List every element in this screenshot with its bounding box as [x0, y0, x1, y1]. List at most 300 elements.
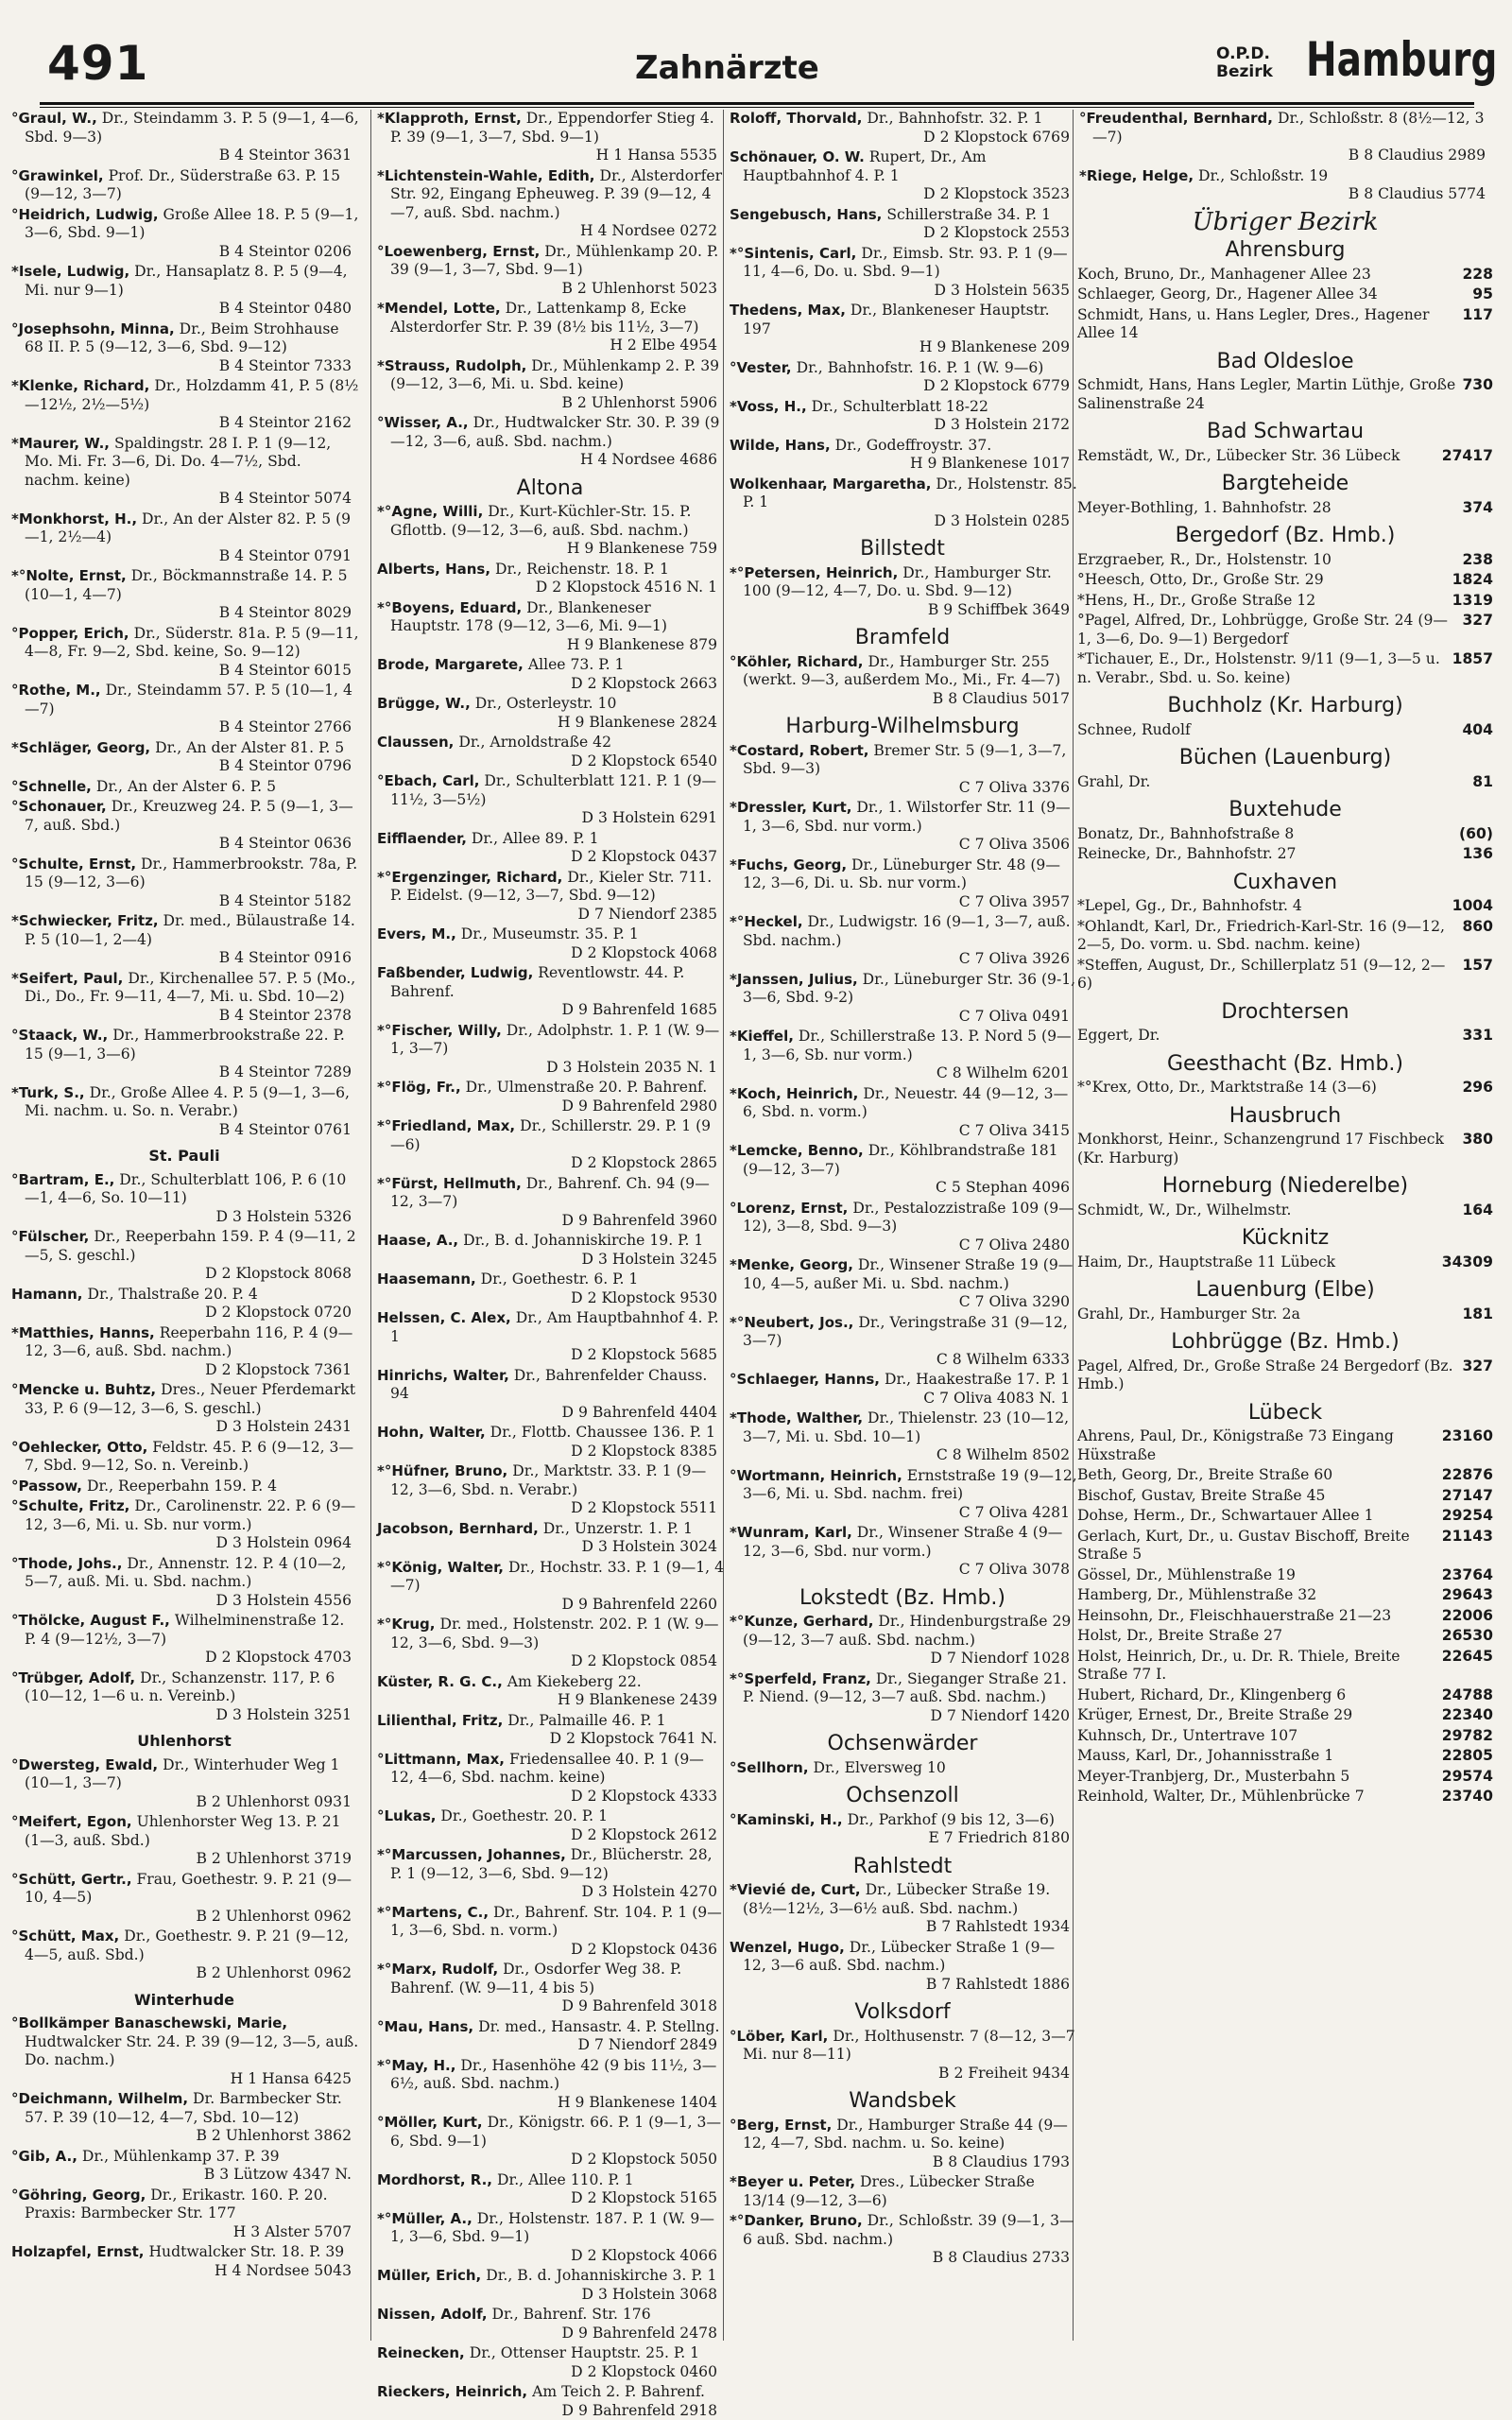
entry-address: Feldstr. 45. P. 6 (9—12, 3—7, Sbd. 9—12, So. n. Vereinb.)	[25, 1439, 353, 1475]
entry-address: Dr., Neuestr. 44 (9—12, 3—6, Sbd. n. vorm.)	[743, 1085, 1068, 1121]
dentist-entry	[1077, 167, 1493, 204]
dentist-row	[1077, 1747, 1493, 1766]
column-2	[375, 110, 725, 2350]
entry-name: *Matthies, Hanns,	[11, 1324, 155, 1341]
row-text: Haim, Dr., Hauptstraße 11 Lübeck	[1077, 1253, 1335, 1272]
entry-name: Mordhorst, R.,	[377, 2171, 492, 2188]
dentist-entry	[375, 869, 725, 925]
entry-address: Dr. Barmbecker Str. 57. P. 39 (10—12, 4—7, Sbd. 10—12)	[25, 2090, 342, 2126]
dentist-entry	[375, 925, 725, 962]
entry-phone: B 4 Steintor 0636	[25, 835, 359, 854]
row-text: *°Krex, Otto, Dr., Marktstraße 14 (3—6)	[1077, 1079, 1377, 1098]
row-text: *Ohlandt, Karl, Dr., Friedrich-Karl-Str. 16 (9—12, 2—5, Do. vorm. u. Sbd. nachm. keine)	[1077, 918, 1456, 955]
entry-address: Große Allee 18. P. 5 (9—1, 3—6, Sbd. 9—1)	[25, 206, 358, 242]
row-phone: 327	[1456, 612, 1493, 648]
entry-name: *°Petersen, Heinrich,	[730, 564, 898, 581]
entry-phone: C 7 Oliva 3290	[743, 1293, 1077, 1312]
page-title: Zahnärzte	[635, 49, 819, 87]
entry-phone: D 2 Klopstock 0436	[390, 1941, 725, 1960]
dentist-row	[1077, 266, 1493, 285]
entry-address: Dr., Ulmenstraße 20. P. Bahrenf.	[461, 1079, 708, 1096]
entry-address: Dr., Erikastr. 160. P. 20. Praxis: Barmbecker Str. 177	[25, 2187, 328, 2222]
entry-phone: D 3 Holstein 2172	[743, 416, 1077, 435]
row-phone: 22340	[1436, 1706, 1493, 1725]
entry-phone: B 2 Uhlenhorst 5023	[390, 280, 725, 299]
entry-address: Dr., Hamburger Str. 100 (9—12, 4—7, Do. u. Sbd. 9—12)	[743, 564, 1052, 600]
entry-name: Hamann,	[11, 1286, 82, 1303]
entry-address: Hudtwalcker Str. 24. P. 39 (9—12, 3—5, auß. Do. nachm.)	[25, 2033, 358, 2069]
row-text: Krüger, Ernest, Dr., Breite Straße 29	[1077, 1706, 1352, 1725]
entry-name: Reinecken,	[377, 2344, 465, 2361]
entry-name: °Lorenz, Ernst,	[730, 1200, 848, 1217]
dentist-entry	[375, 1616, 725, 1671]
entry-phone: B 4 Steintor 2162	[25, 414, 359, 433]
dentist-row	[1077, 447, 1493, 466]
dentist-row	[1077, 1253, 1493, 1272]
entry-address: Dr., Schulterblatt 121. P. 1 (9—11½, 3—5½)	[390, 772, 716, 808]
entry-name: °Möller, Kurt,	[377, 2114, 483, 2131]
dentist-row	[1077, 1788, 1493, 1806]
entry-address: Dr. med., Bülaustraße 14. P. 5 (10—1, 2—4)	[25, 912, 355, 948]
entry-address: Dr., Bahrenf. Str. 176	[488, 2306, 651, 2323]
entry-address: Dr., Winsener Straße 19 (9—10, 4—5, außer Mi. u. Sbd. nachm.)	[743, 1256, 1073, 1292]
entry-phone: D 3 Holstein 0285	[743, 512, 1077, 531]
dentist-entry	[728, 653, 1077, 709]
dentist-entry	[9, 110, 359, 165]
dentist-entry	[9, 798, 359, 854]
dentist-entry	[9, 1555, 359, 1611]
entry-name: Küster, R. G. C.,	[377, 1673, 503, 1690]
dentist-entry	[728, 1759, 1077, 1778]
entry-phone: D 2 Klopstock 0854	[390, 1652, 725, 1671]
row-text: Erzgraeber, R., Dr., Holstenstr. 10	[1077, 551, 1332, 570]
dentist-entry	[9, 1439, 359, 1476]
row-phone: 157	[1456, 957, 1493, 994]
entry-phone: D 2 Klopstock 4333	[390, 1788, 725, 1806]
entry-name: Thedens, Max,	[730, 302, 846, 319]
dentist-entry	[728, 2117, 1077, 2172]
entry-name: Wilde, Hans,	[730, 437, 831, 454]
row-text: Eggert, Dr.	[1077, 1027, 1160, 1046]
entry-phone: H 9 Blankenese 1404	[390, 2094, 725, 2113]
district-heading: Bad Schwartau	[1077, 423, 1493, 441]
entry-address: Dr., Parkhof (9 bis 12, 3—6)	[843, 1811, 1055, 1828]
entry-address: Prof. Dr., Süderstraße 63. P. 15 (9—12, 3—7)	[25, 167, 340, 203]
row-text: *Steffen, August, Dr., Schillerplatz 51 (9—12, 2—6)	[1077, 957, 1456, 994]
row-text: Holst, Heinrich, Dr., u. Dr. R. Thiele, Breite Straße 77 I.	[1077, 1648, 1436, 1685]
entry-phone: D 3 Holstein 6291	[390, 809, 725, 828]
dentist-entry	[375, 599, 725, 655]
district-heading: Bad Oldesloe	[1077, 353, 1493, 372]
dentist-entry	[9, 739, 359, 776]
entry-phone: D 2 Klopstock 6769	[743, 129, 1077, 147]
dentist-row	[1077, 1768, 1493, 1787]
dentist-row	[1077, 1627, 1493, 1646]
dentist-entry	[375, 1175, 725, 1231]
row-phone: 164	[1456, 1201, 1493, 1220]
dentist-entry	[728, 302, 1077, 357]
entry-address: Dr., Hudtwalcker Str. 30. P. 39 (9—12, 3—6, auß. Sbd. nachm.)	[390, 414, 719, 450]
dentist-entry	[728, 1028, 1077, 1083]
dentist-entry	[728, 1881, 1077, 1937]
entry-address: Rupert, Dr., Am Hauptbahnhof 4. P. 1	[743, 148, 987, 184]
entry-address: Friedensallee 40. P. 1 (9—12, 4—6, Sbd. nachm. keine)	[390, 1751, 704, 1787]
district-heading: Billstedt	[728, 540, 1077, 559]
entry-address: Dr., Mühlenkamp 37. P. 39	[77, 2148, 280, 2165]
district-heading: Hausbruch	[1077, 1107, 1493, 1126]
entry-name: *°Müller, A.,	[377, 2210, 472, 2227]
opd-label	[1216, 45, 1273, 81]
dentist-entry	[728, 1524, 1077, 1580]
entry-phone: D 9 Bahrenfeld 1685	[390, 1001, 725, 1020]
row-text: *Lepel, Gg., Dr., Bahnhofstr. 4	[1077, 897, 1302, 916]
entry-phone: H 9 Blankenese 1017	[743, 455, 1077, 474]
row-phone: 380	[1456, 1131, 1493, 1167]
dentist-entry	[375, 2171, 725, 2208]
entry-address: Uhlenhorster Weg 13. P. 21 (1—3, auß. Sbd.)	[25, 1813, 341, 1849]
row-text: Schmidt, Hans, u. Hans Legler, Dres., Hagener Allee 14	[1077, 306, 1456, 343]
row-phone: 29574	[1436, 1768, 1493, 1787]
row-text: Reinecke, Dr., Bahnhofstr. 27	[1077, 845, 1296, 864]
entry-address: Dr., Schloßstr. 8 (8½—12, 3—7)	[1092, 110, 1485, 146]
row-phone: 327	[1456, 1357, 1493, 1394]
entry-phone: D 9 Bahrenfeld 2980	[390, 1098, 725, 1116]
entry-name: °Schütt, Max,	[11, 1927, 119, 1945]
dentist-entry	[9, 778, 359, 797]
entry-address: Ernststraße 19 (9—12, 3—6, Mi. u. Sbd. nachm. frei)	[743, 1467, 1077, 1503]
page-number: 491	[47, 36, 148, 91]
entry-address: Dr., Goethestr. 6. P. 1	[476, 1270, 639, 1288]
entry-name: *°Danker, Bruno,	[730, 2212, 863, 2229]
dentist-entry	[728, 398, 1077, 435]
entry-name: *Strauss, Rudolph,	[377, 357, 526, 374]
row-text: Kuhnsch, Dr., Untertrave 107	[1077, 1727, 1297, 1746]
entry-address: Dres., Lübecker Straße 13/14 (9—12, 3—6)	[743, 2173, 1035, 2209]
entry-phone: H 9 Blankenese 879	[390, 636, 725, 655]
entry-address: Dr., An der Alster 6. P. 5	[92, 778, 276, 795]
entry-phone: B 2 Uhlenhorst 0931	[25, 1793, 359, 1812]
dentist-entry	[375, 1751, 725, 1806]
entry-name: *°Hüfner, Bruno,	[377, 1462, 507, 1479]
entry-address: Dr., Allee 89. P. 1	[467, 830, 599, 847]
row-phone: 23740	[1436, 1788, 1493, 1806]
entry-name: Jacobson, Bernhard,	[377, 1520, 539, 1537]
row-phone: 81	[1467, 773, 1493, 792]
entry-name: *°Sperfeld, Franz,	[730, 1670, 871, 1687]
entry-name: *°Marx, Rudolf,	[377, 1961, 498, 1978]
entry-address: Dr., Arnoldstraße 42	[454, 734, 611, 751]
dentist-entry	[728, 1409, 1077, 1465]
entry-name: *Klenke, Richard,	[11, 377, 149, 394]
entry-phone: D 3 Holstein 4556	[25, 1592, 359, 1611]
dentist-entry	[375, 830, 725, 867]
dentist-row	[1077, 612, 1493, 648]
entry-phone: D 3 Holstein 5326	[25, 1208, 359, 1227]
entry-phone: D 2 Klopstock 3523	[743, 185, 1077, 204]
entry-name: *°Agne, Willi,	[377, 503, 483, 520]
entry-address: Dr., Ludwigstr. 16 (9—1, 3—7, auß. Sbd. nachm.)	[743, 913, 1071, 949]
entry-address: Dr., Palmaille 46. P. 1	[503, 1712, 665, 1729]
district-heading: Cuxhaven	[1077, 873, 1493, 892]
entry-name: *Kieffel,	[730, 1028, 794, 1045]
district-heading: St. Pauli	[9, 1147, 359, 1166]
dentist-entry	[9, 567, 359, 623]
entry-address: Dr., Hamburger Straße 44 (9—12, 4—7, Sbd. nachm. u. So. keine)	[743, 2117, 1068, 2152]
dentist-row	[1077, 551, 1493, 570]
entry-name: °Bollkämper Banaschewski, Marie,	[11, 2014, 287, 2031]
dentist-entry	[728, 1256, 1077, 1312]
entry-phone: D 7 Niendorf 1420	[743, 1707, 1077, 1726]
dentist-entry	[375, 357, 725, 413]
dentist-entry	[9, 970, 359, 1026]
entry-name: *Isele, Ludwig,	[11, 263, 129, 280]
dentist-entry	[9, 1927, 359, 1983]
entry-address: Dr., Hamburger Str. 255 (werkt. 9—3, außerdem Mo., Mi., Fr. 4—7)	[743, 653, 1060, 689]
dentist-row	[1077, 1607, 1493, 1626]
dentist-entry	[9, 2148, 359, 2185]
dentist-row	[1077, 650, 1493, 687]
entry-name: *Fuchs, Georg,	[730, 856, 847, 873]
entry-name: Evers, M.,	[377, 925, 456, 942]
entry-phone: B 4 Steintor 0796	[25, 757, 359, 776]
dentist-entry	[375, 167, 725, 241]
entry-address: Dr., An der Alster 82. P. 5 (9—1, 2½—4)	[25, 510, 351, 546]
row-phone: 26530	[1436, 1627, 1493, 1646]
dentist-entry	[9, 1756, 359, 1812]
row-phone: 1824	[1447, 571, 1493, 590]
district-heading: Geesthacht (Bz. Hmb.)	[1077, 1055, 1493, 1074]
entry-phone: B 4 Steintor 3631	[25, 147, 359, 165]
entry-name: *°Flög, Fr.,	[377, 1079, 461, 1096]
entry-name: *°Marcussen, Johannes,	[377, 1846, 566, 1863]
dentist-entry	[375, 1232, 725, 1269]
row-text: Dohse, Herm., Dr., Schwartauer Allee 1	[1077, 1507, 1374, 1526]
row-text: Hamberg, Dr., Mühlenstraße 32	[1077, 1586, 1316, 1605]
entry-phone: H 4 Nordsee 5043	[25, 2262, 359, 2281]
entry-phone: D 2 Klopstock 6540	[390, 752, 725, 771]
dentist-entry	[9, 2090, 359, 2146]
entry-name: Wolkenhaar, Margaretha,	[730, 475, 931, 493]
dentist-row	[1077, 1528, 1493, 1564]
dentist-entry	[728, 564, 1077, 620]
row-text: *Hens, H., Dr., Große Straße 12	[1077, 592, 1315, 611]
entry-phone: B 4 Steintor 0480	[25, 300, 359, 319]
entry-phone: H 9 Blankenese 759	[390, 540, 725, 559]
row-text: Schnee, Rudolf	[1077, 721, 1191, 740]
dentist-entry	[375, 1520, 725, 1557]
entry-name: *°Heckel,	[730, 913, 803, 930]
district-heading: Bergedorf (Bz. Hmb.)	[1077, 527, 1493, 545]
entry-address: Dr., Elversweg 10	[809, 1759, 946, 1776]
entry-address: Dr., Bahrenf. Ch. 94 (9—12, 3—7)	[390, 1175, 710, 1211]
entry-phone: H 2 Elbe 4954	[390, 337, 725, 355]
entry-address: Dr., Schloßstr. 39 (9—1, 3—6 auß. Sbd. nachm.)	[743, 2212, 1074, 2248]
entry-address: Dr., Haakestraße 17. P. 1	[880, 1371, 1070, 1388]
row-phone: 1319	[1447, 592, 1493, 611]
entry-phone: D 2 Klopstock 7361	[25, 1361, 359, 1380]
dentist-row	[1077, 306, 1493, 343]
row-phone: 1857	[1447, 650, 1493, 687]
entry-phone: H 4 Nordsee 4686	[390, 451, 725, 470]
city-name: Hamburg	[1306, 32, 1497, 87]
row-phone: 21143	[1436, 1528, 1493, 1564]
entry-name: °Gib, A.,	[11, 2148, 77, 2165]
entry-phone: D 9 Bahrenfeld 2918	[390, 2402, 725, 2420]
entry-name: °Sellhorn,	[730, 1759, 809, 1776]
dentist-row	[1077, 376, 1493, 413]
dentist-entry	[375, 300, 725, 355]
entry-name: *Lemcke, Benno,	[730, 1142, 864, 1159]
entry-address: Dr., Lüneburger Str. 48 (9—12, 3—6, Di. u. Sb. nur vorm.)	[743, 856, 1060, 892]
entry-name: *Klapproth, Ernst,	[377, 110, 522, 127]
dentist-row	[1077, 1727, 1493, 1746]
entry-phone: D 9 Bahrenfeld 2478	[390, 2325, 725, 2343]
row-phone: 117	[1456, 306, 1493, 343]
entry-address: Dr., Lübecker Straße 19. (8½—12½, 3—6½ auß. Sbd. nachm.)	[743, 1881, 1050, 1917]
entry-address: Dr., Königstr. 66. P. 1 (9—1, 3—6, Sbd. 9—1)	[390, 2114, 721, 2150]
entry-name: *Schwiecker, Fritz,	[11, 912, 159, 929]
entry-address: Dr., Reeperbahn 159. P. 4	[82, 1478, 277, 1495]
entry-phone: D 2 Klopstock 8385	[390, 1443, 725, 1461]
district-heading: Buxtehude	[1077, 801, 1493, 820]
entry-address: Dr., 1. Wilstorfer Str. 11 (9—1, 3—6, Sbd. nur vorm.)	[743, 799, 1071, 835]
dentist-entry	[9, 435, 359, 509]
dentist-entry	[375, 414, 725, 470]
entry-address: Am Teich 2. P. Bahrenf.	[527, 2383, 705, 2400]
entry-phone: D 9 Bahrenfeld 3018	[390, 1997, 725, 2016]
dentist-entry	[375, 1904, 725, 1960]
entry-phone: C 8 Wilhelm 6201	[743, 1064, 1077, 1083]
dentist-row	[1077, 1201, 1493, 1220]
entry-phone: B 4 Steintor 7289	[25, 1063, 359, 1082]
entry-address: Spaldingstr. 28 I. P. 1 (9—12, Mo. Mi. Fr. 3—6, Di. Do. 4—7½, Sbd. nachm. keine)	[25, 435, 331, 489]
dentist-entry	[728, 359, 1077, 396]
row-text: °Heesch, Otto, Dr., Große Str. 29	[1077, 571, 1324, 590]
dentist-entry	[375, 110, 725, 165]
dentist-row	[1077, 1706, 1493, 1725]
entry-name: Haasemann,	[377, 1270, 476, 1288]
district-heading: Buchholz (Kr. Harburg)	[1077, 697, 1493, 716]
dentist-entry	[728, 110, 1077, 147]
entry-phone: B 2 Freiheit 9434	[743, 2065, 1077, 2083]
entry-name: °Thode, Johs.,	[11, 1555, 122, 1572]
dentist-row	[1077, 825, 1493, 844]
entry-address: Dr., Eimsb. Str. 93. P. 1 (9—11, 4—6, Do. u. Sbd. 9—1)	[743, 245, 1068, 281]
entry-phone: C 7 Oliva 3506	[743, 836, 1077, 855]
entry-phone: C 7 Oliva 3078	[743, 1561, 1077, 1580]
entry-name: °Oehlecker, Otto,	[11, 1439, 147, 1456]
entry-name: *°Fischer, Willy,	[377, 1022, 502, 1039]
entry-address: Dr., Bahnhofstr. 32. P. 1	[862, 110, 1042, 127]
entry-name: °Freudenthal, Bernhard,	[1079, 110, 1273, 127]
dentist-row	[1077, 845, 1493, 864]
entry-phone: D 7 Niendorf 2849	[390, 2036, 725, 2055]
entry-address: Dr., Lüneburger Str. 36 (9-1, 3—6, Sbd. 9-2)	[743, 971, 1075, 1007]
entry-address: Dr., Sieganger Straße 21. P. Niend. (9—12, 3—7 auß. Sbd. nachm.)	[743, 1670, 1067, 1706]
entry-address: Reventlowstr. 44. P. Bahrenf.	[390, 964, 684, 1000]
row-text: Remstädt, W., Dr., Lübecker Str. 36 Lübeck	[1077, 447, 1400, 466]
entry-name: Schönauer, O. W.	[730, 148, 865, 165]
entry-address: Dr., Alsterdorfer Str. 92, Eingang Epheuweg. P. 39 (9—12, 4—7, auß. Sbd. nachm.)	[390, 167, 722, 221]
entry-phone: B 2 Uhlenhorst 0962	[25, 1964, 359, 1983]
entry-phone: H 1 Hansa 5535	[390, 147, 725, 165]
entry-address: Dr., Lattenkamp 8, Ecke Alsterdorfer Str. P. 39 (8½ bis 11½, 3—7)	[390, 300, 698, 336]
entry-phone: C 7 Oliva 4281	[743, 1504, 1077, 1523]
dentist-entry	[728, 1142, 1077, 1198]
row-text: Monkhorst, Heinr., Schanzengrund 17 Fischbeck (Kr. Harburg)	[1077, 1131, 1456, 1167]
dentist-entry	[9, 625, 359, 681]
entry-name: *Monkhorst, H.,	[11, 510, 137, 527]
entry-phone: B 2 Uhlenhorst 0962	[25, 1908, 359, 1927]
entry-name: *°Fürst, Hellmuth,	[377, 1175, 522, 1192]
dentist-entry	[728, 1200, 1077, 1255]
dentist-entry	[375, 1424, 725, 1461]
entry-address: Dr., Mühlenkamp 20. P. 39 (9—1, 3—7, Sbd. 9—1)	[390, 243, 718, 279]
row-text: Reinhold, Walter, Dr., Mühlenbrücke 7	[1077, 1788, 1365, 1806]
entry-address: Dr., Holstenstr. 85. P. 1	[743, 475, 1077, 511]
row-text: Meyer-Bothling, 1. Bahnhofstr. 28	[1077, 499, 1332, 518]
header-rule	[40, 102, 1474, 108]
row-text: Beth, Georg, Dr., Breite Straße 60	[1077, 1466, 1332, 1485]
dentist-entry	[728, 1613, 1077, 1668]
dentist-entry	[9, 167, 359, 204]
entry-address: Dr., Blankeneser Hauptstr. 197	[743, 302, 1050, 337]
dentist-entry	[728, 971, 1077, 1027]
entry-phone: H 1 Hansa 6425	[25, 2070, 359, 2089]
entry-name: °Dwersteg, Ewald,	[11, 1756, 158, 1773]
entry-name: *Voss, H.,	[730, 398, 807, 415]
dentist-entry	[9, 1324, 359, 1380]
dentist-row	[1077, 773, 1493, 792]
dentist-entry	[375, 2114, 725, 2169]
district-heading: Ochsenzoll	[728, 1787, 1077, 1806]
entry-name: °Rothe, M.,	[11, 682, 101, 699]
dentist-entry	[375, 1846, 725, 1902]
dentist-entry	[375, 1022, 725, 1078]
entry-address: Dr., Goethestr. 20. P. 1	[436, 1807, 608, 1824]
dentist-row	[1077, 1686, 1493, 1705]
dentist-entry	[728, 1939, 1077, 1995]
row-phone: 181	[1456, 1305, 1493, 1324]
entry-name: *Wunram, Karl,	[730, 1524, 852, 1541]
entry-phone: B 4 Steintor 0761	[25, 1121, 359, 1140]
entry-phone: B 3 Lützow 4347 N.	[25, 2166, 359, 2185]
dentist-row	[1077, 721, 1493, 740]
dentist-entry	[728, 799, 1077, 855]
row-text: Pagel, Alfred, Dr., Große Straße 24 Bergedorf (Bz. Hmb.)	[1077, 1357, 1456, 1394]
entry-name: °Mencke u. Buhtz,	[11, 1381, 156, 1398]
row-text: Schmidt, W., Dr., Wilhelmstr.	[1077, 1201, 1291, 1220]
entry-address: Am Kiekeberg 22.	[503, 1673, 642, 1690]
dentist-entry	[375, 2306, 725, 2342]
entry-name: °Loewenberg, Ernst,	[377, 243, 540, 260]
entry-name: °Thölcke, August F.,	[11, 1612, 170, 1629]
row-phone: 238	[1456, 551, 1493, 570]
district-heading: Altona	[375, 479, 725, 498]
dentist-row	[1077, 285, 1493, 304]
entry-name: *Koch, Heinrich,	[730, 1085, 858, 1102]
entry-phone: D 2 Klopstock 0460	[390, 2363, 725, 2382]
dentist-entry	[728, 1467, 1077, 1523]
district-heading: Harburg-Wilhelmsburg	[728, 717, 1077, 736]
entry-phone: D 2 Klopstock 4703	[25, 1649, 359, 1668]
dentist-entry	[728, 1371, 1077, 1408]
entry-address: Dr. med., Holstenstr. 202. P. 1 (W. 9—12, 3—6, Sbd. 9—3)	[390, 1616, 719, 1651]
row-text: Heinsohn, Dr., Fleischhauerstraße 21—23	[1077, 1607, 1391, 1626]
entry-name: *Beyer u. Peter,	[730, 2173, 855, 2190]
entry-address: Dr., Osdorfer Weg 38. P. Bahrenf. (W. 9—11, 4 bis 5)	[390, 1961, 681, 1996]
entry-address: Dr., Unzerstr. 1. P. 1	[539, 1520, 693, 1537]
